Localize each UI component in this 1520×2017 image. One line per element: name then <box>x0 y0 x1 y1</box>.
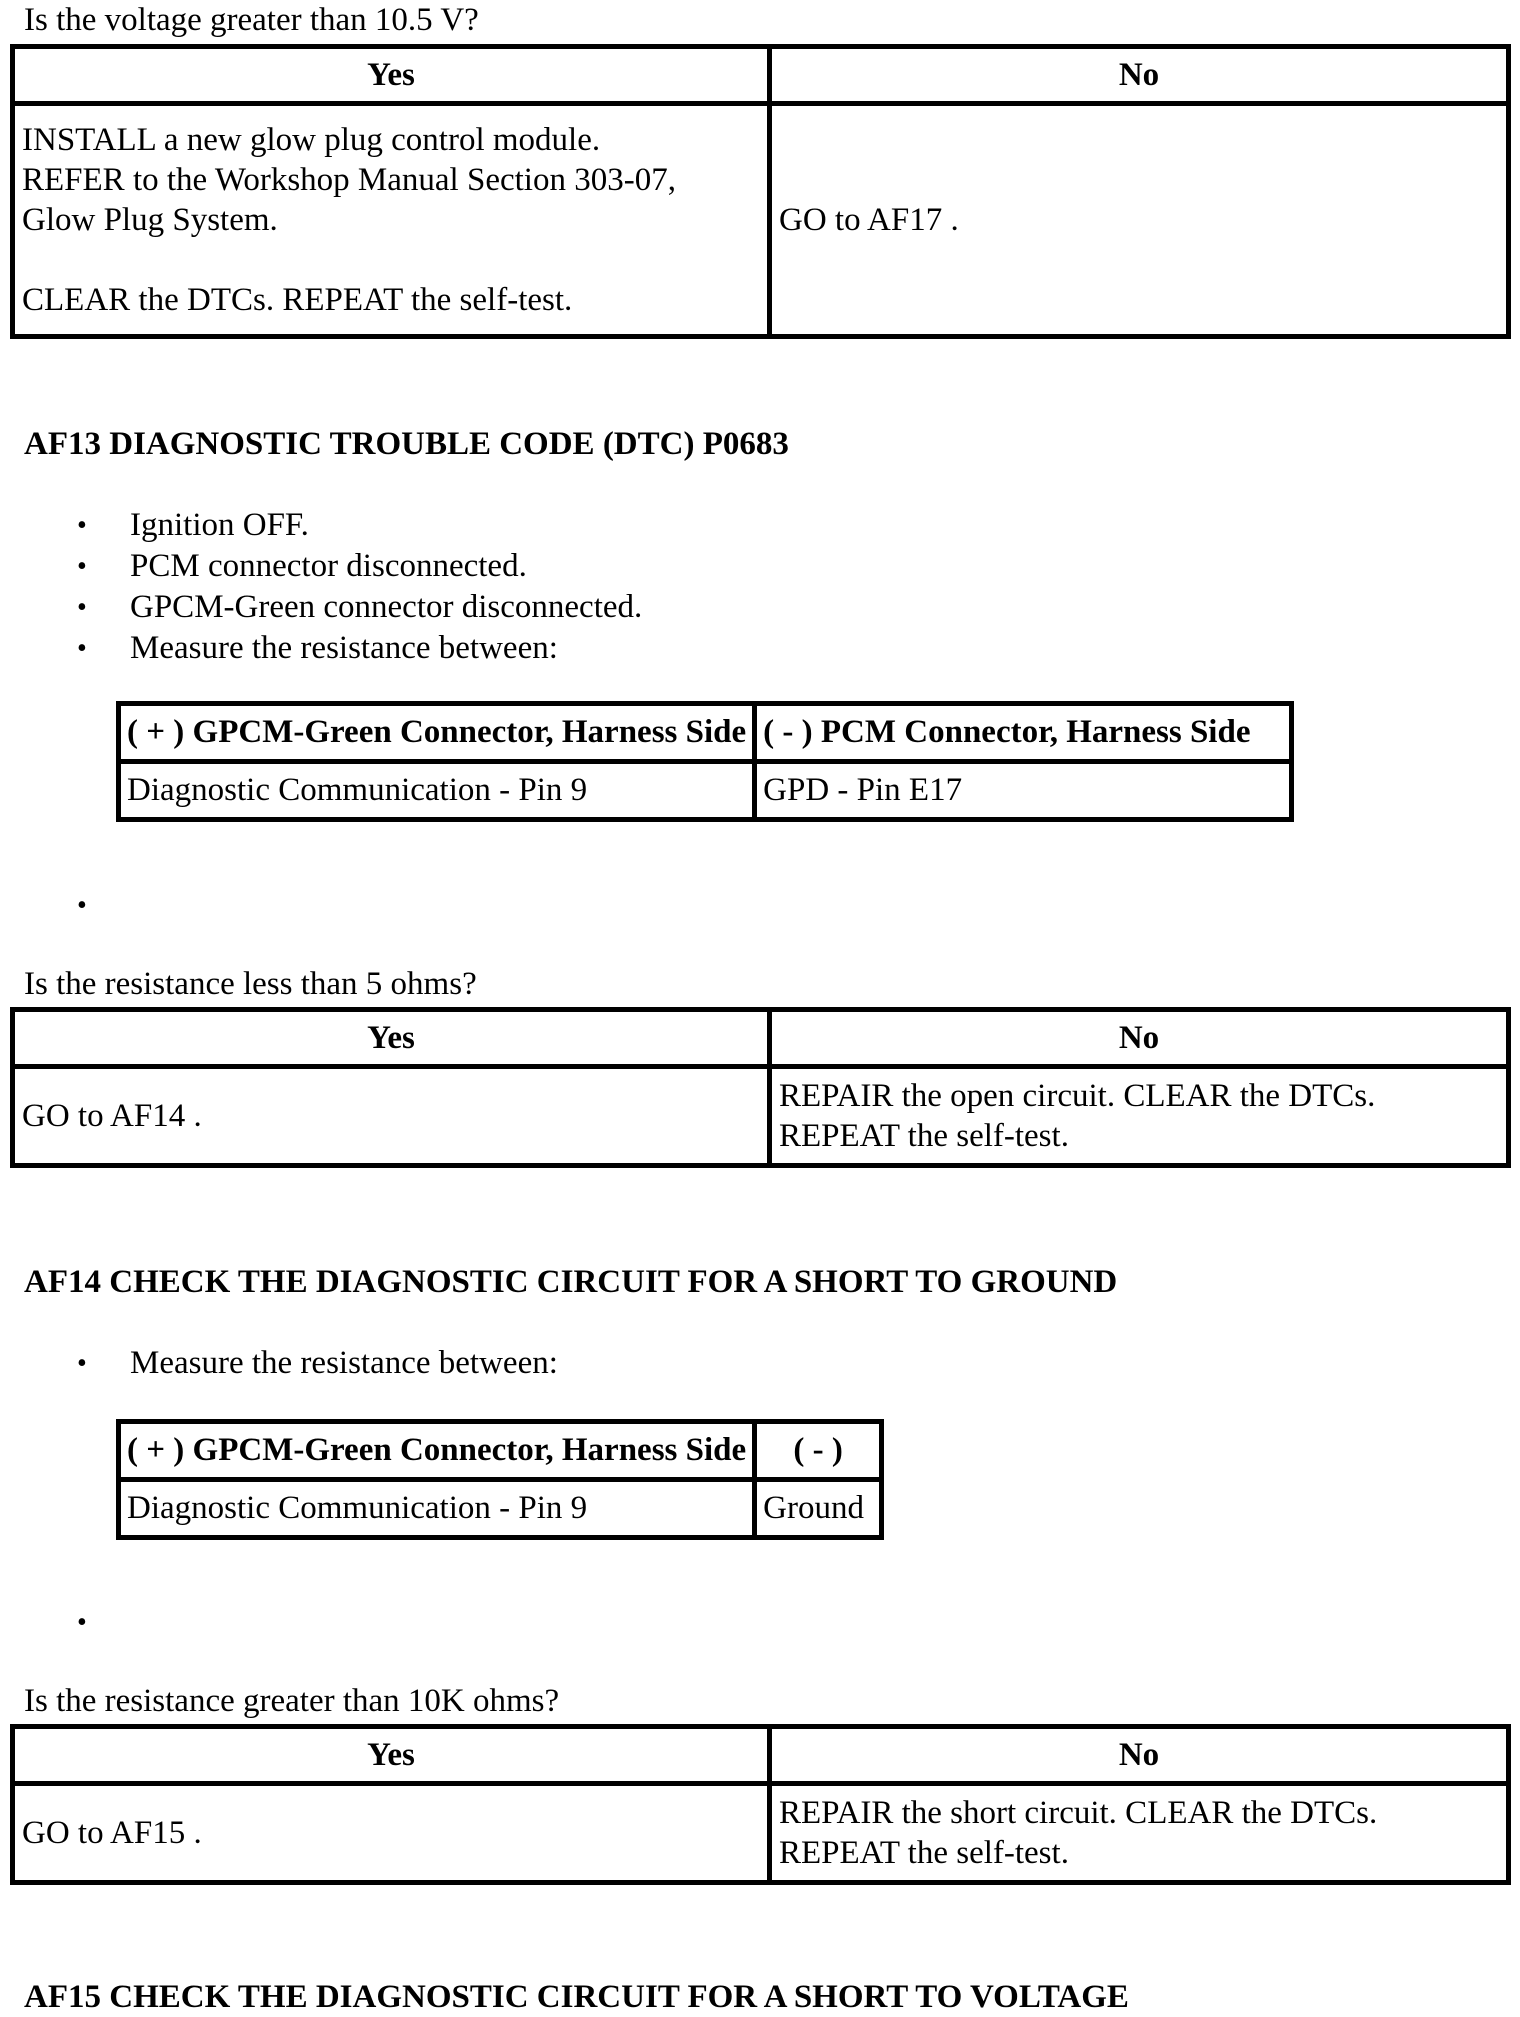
af14-bullet-list <box>24 1343 558 1384</box>
af13-result-table <box>10 1007 1511 1168</box>
yes-line: Glow Plug System. <box>22 202 278 238</box>
negative-value: GPD - Pin E17 <box>757 764 1294 822</box>
yes-cell <box>15 106 772 339</box>
no-cell <box>772 1786 1511 1885</box>
yes-header: Yes <box>15 49 772 106</box>
bullet-item: • Measure the resistance between: <box>24 1343 558 1384</box>
no-line: REPAIR the open circuit. CLEAR the DTCs. <box>779 1078 1376 1114</box>
negative-header: ( - ) <box>757 1424 884 1482</box>
yes-header: Yes <box>15 1012 772 1069</box>
no-cell: GO to AF17 . <box>772 106 1511 339</box>
no-header: No <box>772 1729 1511 1786</box>
yes-line: REFER to the Workshop Manual Section 303-07, <box>22 162 676 198</box>
af13-question: Is the resistance less than 5 ohms? <box>24 966 477 1002</box>
af15-heading: AF15 CHECK THE DIAGNOSTIC CIRCUIT FOR A SHORT TO VOLTAGE <box>24 1979 1129 2015</box>
empty-bullet: • <box>77 890 87 921</box>
positive-header: ( + ) GPCM-Green Connector, Harness Side <box>121 1424 757 1482</box>
yes-header: Yes <box>15 1729 772 1786</box>
negative-value: Ground <box>757 1482 884 1540</box>
af13-measure-table <box>116 701 1294 822</box>
af14-result-table <box>10 1724 1511 1885</box>
no-cell <box>772 1069 1511 1168</box>
no-header: No <box>772 1012 1511 1069</box>
af14-measure-table <box>116 1419 884 1540</box>
bullet-item: • GPCM-Green connector disconnected. <box>24 587 642 628</box>
no-header: No <box>772 49 1511 106</box>
positive-value: Diagnostic Communication - Pin 9 <box>121 1482 757 1540</box>
yes-cell: GO to AF15 . <box>15 1786 772 1885</box>
bullet-item: • PCM connector disconnected. <box>24 546 642 587</box>
af14-question: Is the resistance greater than 10K ohms? <box>24 1683 560 1719</box>
positive-header: ( + ) GPCM-Green Connector, Harness Side <box>121 706 757 764</box>
yes-cell: GO to AF14 . <box>15 1069 772 1168</box>
empty-bullet: • <box>77 1607 87 1638</box>
voltage-question: Is the voltage greater than 10.5 V? <box>24 2 479 38</box>
no-line: REPEAT the self-test. <box>779 1835 1069 1871</box>
no-line: REPEAT the self-test. <box>779 1118 1069 1154</box>
af14-heading: AF14 CHECK THE DIAGNOSTIC CIRCUIT FOR A SHORT TO GROUND <box>24 1264 1118 1300</box>
af13-heading: AF13 DIAGNOSTIC TROUBLE CODE (DTC) P0683 <box>24 426 789 462</box>
bullet-item: • Measure the resistance between: <box>24 628 642 669</box>
yes-line: INSTALL a new glow plug control module. <box>22 122 601 158</box>
negative-header: ( - ) PCM Connector, Harness Side <box>757 706 1294 764</box>
no-line: REPAIR the short circuit. CLEAR the DTCs. <box>779 1795 1378 1831</box>
bullet-item: • Ignition OFF. <box>24 505 642 546</box>
yes-line: CLEAR the DTCs. REPEAT the self-test. <box>22 282 573 318</box>
yes-line-spacer <box>22 240 760 280</box>
positive-value: Diagnostic Communication - Pin 9 <box>121 764 757 822</box>
af13-bullet-list <box>24 505 642 669</box>
voltage-result-table <box>10 44 1511 339</box>
